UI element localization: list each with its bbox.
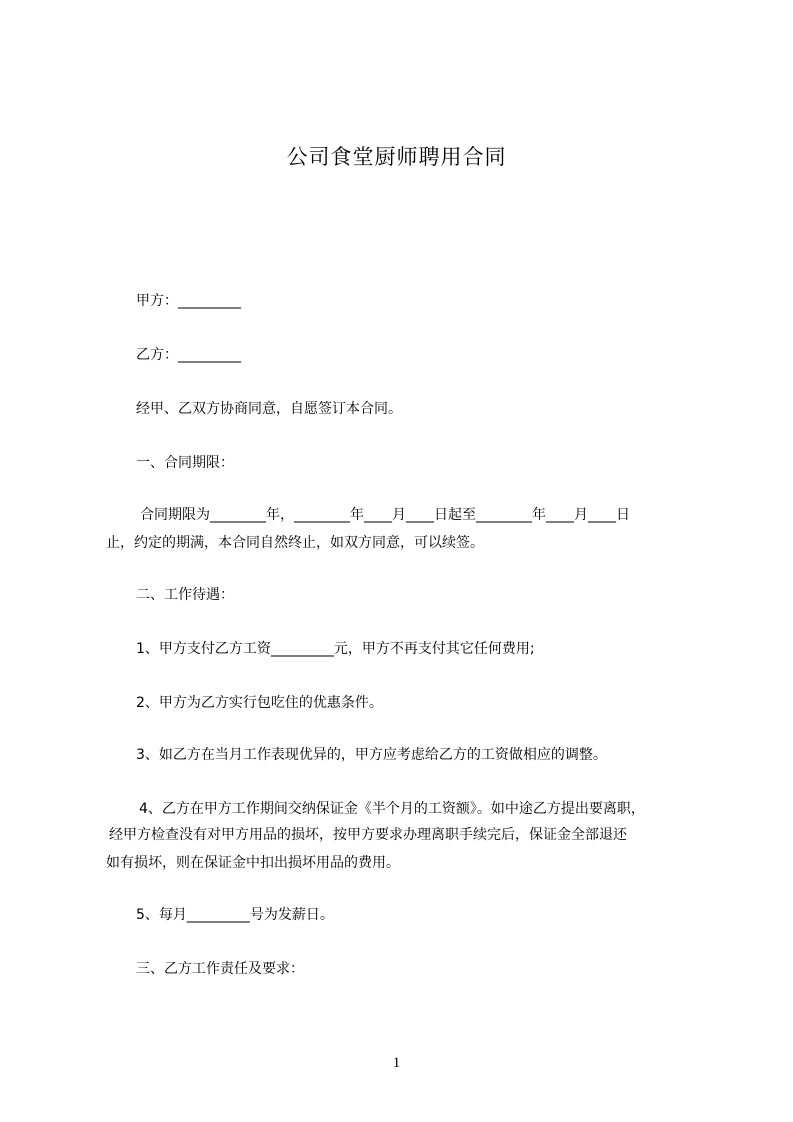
section-1-text-line-2: 止，约定的期满，本合同自然终止，如双方同意，可以续签。 — [106, 535, 484, 551]
intro-paragraph: 经甲、乙双方协商同意，自愿签订本合同。 — [136, 401, 402, 417]
section-3-heading: 三、乙方工作责任及要求： — [136, 961, 304, 977]
list-item-5: 5、每月_________号为发薪日。 — [136, 907, 334, 923]
section-2-heading: 二、工作待遇： — [136, 587, 234, 603]
list-item-1: 1、甲方支付乙方工资_________元，甲方不再支付其它任何费用; — [136, 641, 535, 657]
list-item-4-line-1: 4、乙方在甲方工作期间交纳保证金《半个月的工资额》。如中途乙方提出要离职， — [139, 801, 645, 817]
section-1-text-line-1: 合同期限为________年，________年____月____日起至________年____月____日 — [140, 507, 630, 523]
list-item-2: 2、甲方为乙方实行包吃住的优惠条件。 — [136, 695, 383, 711]
document-title: 公司食堂厨师聘用合同 — [286, 145, 507, 169]
page-number: 1 — [392, 1055, 401, 1071]
section-1-heading: 一、合同期限： — [136, 455, 234, 471]
party-a-line: 甲方：_________ — [136, 293, 241, 309]
list-item-3: 3、如乙方在当月工作表现优异的，甲方应考虑给乙方的工资做相应的调整。 — [136, 747, 607, 763]
list-item-4-line-2: 经甲方检查没有对甲方用品的损坏，按甲方要求办理离职手续完后，保证金全部退还 — [109, 827, 627, 843]
party-b-line: 乙方：_________ — [136, 347, 241, 363]
list-item-4-line-3: 如有损坏，则在保证金中扣出损坏用品的费用。 — [106, 855, 400, 871]
